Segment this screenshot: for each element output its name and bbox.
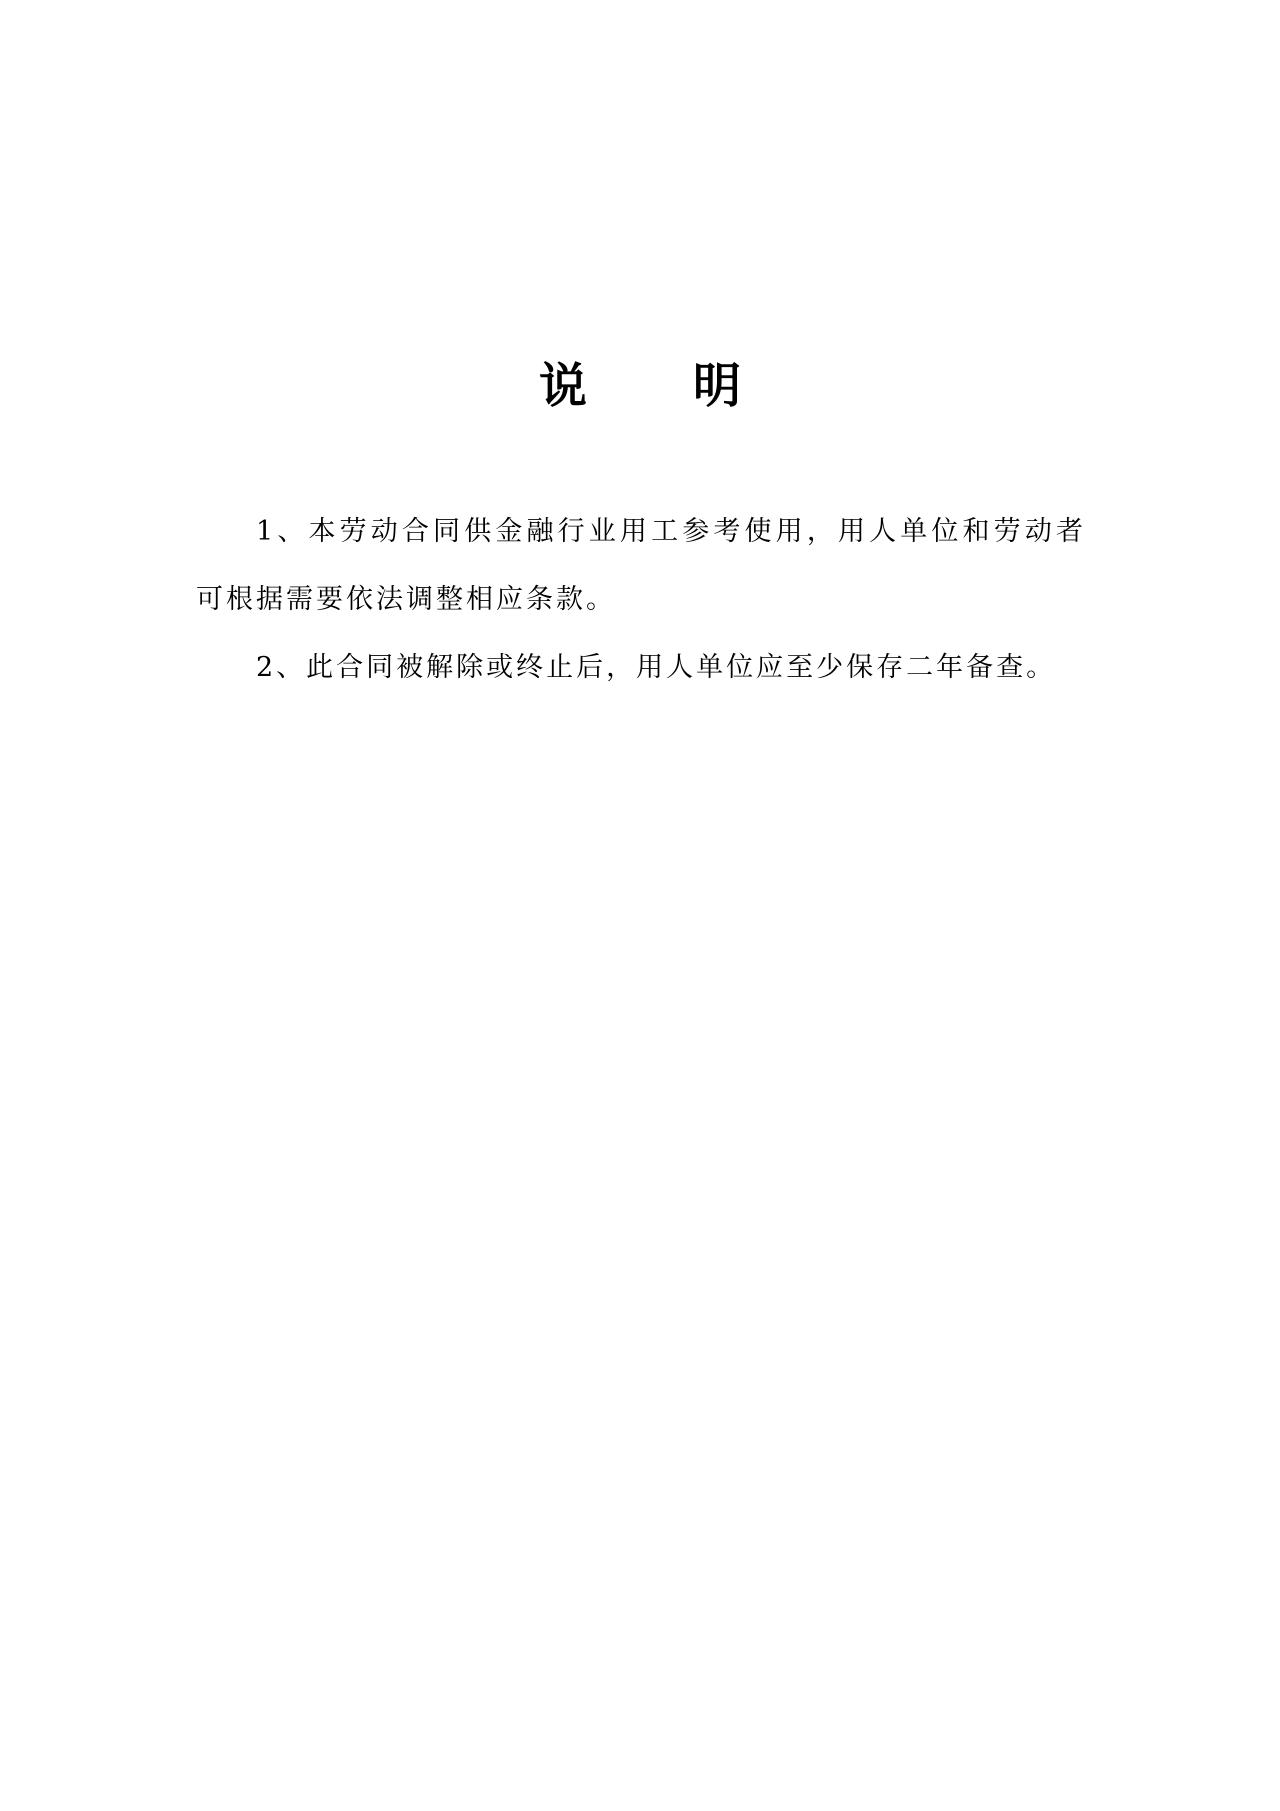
instructions-body xyxy=(196,498,1086,702)
page-title xyxy=(0,354,1280,418)
title-char-2: 明 xyxy=(693,358,742,414)
instruction-paragraph-2: 2、此合同被解除或终止后，用人单位应至少保存二年备查。 xyxy=(256,652,1057,683)
instruction-paragraph-1: 1、本劳动合同供金融行业用工参考使用，用人单位和劳动者可根据需要依法调整相应条款。 xyxy=(196,516,1086,615)
title-char-1: 说 xyxy=(538,358,587,414)
